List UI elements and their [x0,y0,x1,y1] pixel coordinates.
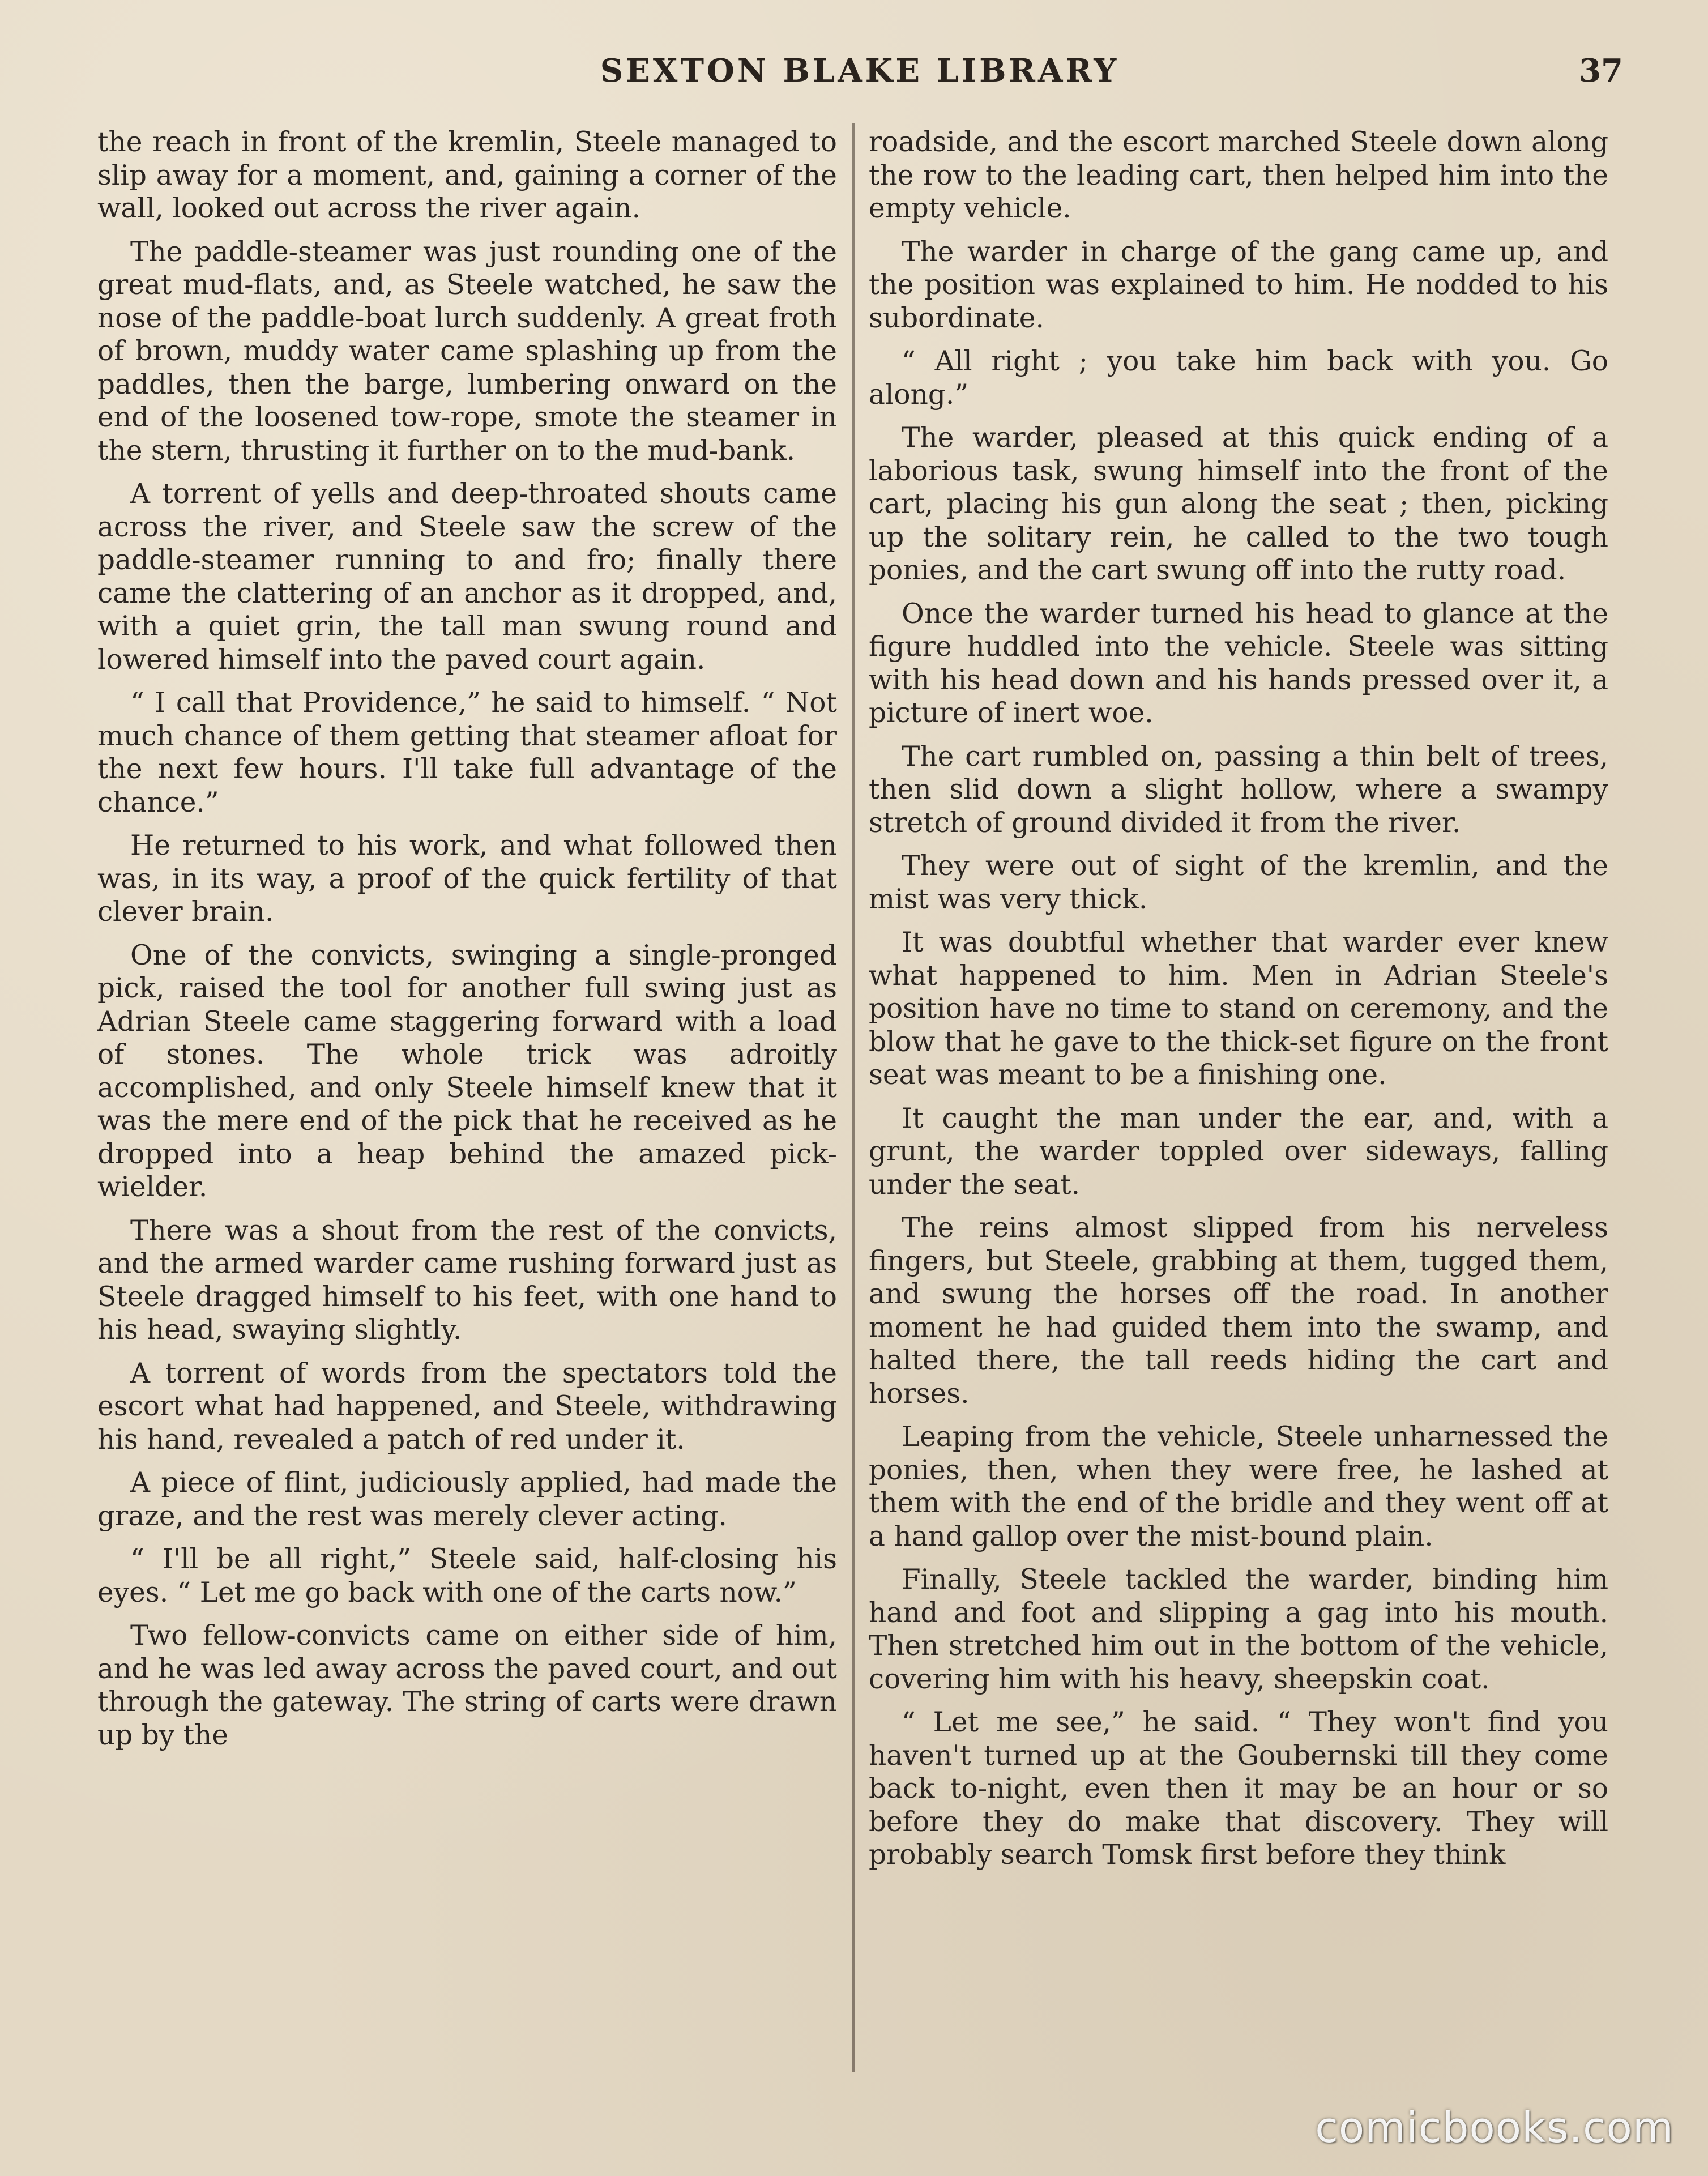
paragraph: It caught the man under the ear, and, with a grunt, the warder toppled over sideways, falling under the seat. [869,1102,1608,1201]
paragraph: They were out of sight of the kremlin, and the mist was very thick. [869,850,1608,915]
paragraph: Leaping from the vehicle, Steele unharnessed the ponies, then, when they were free, he lashed at them with the end of the bridle and they went off at a hand gallop over the mist-bound plain. [869,1421,1608,1552]
paragraph: The warder, pleased at this quick ending of a laborious task, swung himself into the front of the cart, placing his gun along the seat ; then, picking up the solitary rein, he called to the two tough ponies, and the cart swung off into the rutty road. [869,422,1608,586]
paragraph: Two fellow-convicts came on either side of him, and he was led away across the paved court, and out through the gateway. The string of carts were drawn up by the [97,1620,837,1751]
paragraph: The paddle-steamer was just rounding one of the great mud-flats, and, as Steele watched, he saw the nose of the paddle-boat lurch suddenly. A great froth of brown, muddy water came splashing up from the paddles, then the barge, lumbering onward on the end of the loosened tow-rope, smote the steamer in the stern, thrusting it further on to the mud-bank. [97,236,837,467]
paragraph: A torrent of words from the spectators told the escort what had happened, and Steele, withdrawing his hand, revealed a patch of red under it. [97,1357,837,1456]
page-number: 37 [1579,52,1623,89]
column-divider [852,123,855,2072]
paragraph: It was doubtful whether that warder ever knew what happened to him. Men in Adrian Steele's position have no time to stand on ceremony, and the blow that he gave to the thick-set figure on the front seat was meant to be a finishing one. [869,927,1608,1091]
paragraph: Finally, Steele tackled the warder, binding him hand and foot and slipping a gag into his mouth. Then stretched him out in the bottom of the vehicle, covering him with his heavy, sheepskin coat. [869,1564,1608,1695]
right-column [869,126,1608,2074]
paragraph: The warder in charge of the gang came up, and the position was explained to him. He nodded to his subordinate. [869,236,1608,334]
paragraph: “ I'll be all right,” Steele said, half-closing his eyes. “ Let me go back with one of the carts now.” [97,1543,837,1608]
paragraph: He returned to his work, and what followed then was, in its way, a proof of the quick fertility of that clever brain. [97,830,837,928]
site-watermark: comicbooks.com [1315,2104,1674,2152]
paragraph: A piece of flint, judiciously applied, had made the graze, and the rest was merely clever acting. [97,1467,837,1532]
page-header [96,52,1623,103]
paragraph: roadside, and the escort marched Steele down along the row to the leading cart, then helped him into the empty vehicle. [869,126,1608,224]
paragraph: “ All right ; you take him back with you. Go along.” [869,345,1608,411]
paragraph: Once the warder turned his head to glance at the figure huddled into the vehicle. Steele was sitting with his head down and his hands pressed over it, a picture of inert woe. [869,598,1608,729]
paragraph: “ Let me see,” he said. “ They won't find you haven't turned up at the Goubernski till they come back to-night, even then it may be an hour or so before they do make that discovery. They will probably search Tomsk first before they think [869,1706,1608,1871]
running-title: SEXTON BLAKE LIBRARY [600,52,1120,89]
paragraph: There was a shout from the rest of the convicts, and the armed warder came rushing forward just as Steele dragged himself to his feet, with one hand to his head, swaying slightly. [97,1214,837,1346]
paragraph: The cart rumbled on, passing a thin belt of trees, then slid down a slight hollow, where a swampy stretch of ground divided it from the river. [869,740,1608,839]
paragraph: A torrent of yells and deep-throated shouts came across the river, and Steele saw the screw of the paddle-steamer running to and fro; finally there came the clattering of an anchor as it dropped, and, with a quiet grin, the tall man swung round and lowered himself into the paved court again. [97,478,837,676]
paragraph: the reach in front of the kremlin, Steele managed to slip away for a moment, and, gaining a corner of the wall, looked out across the river again. [97,126,837,224]
paragraph: One of the convicts, swinging a single-pronged pick, raised the tool for another full swing just as Adrian Steele came staggering forward with a load of stones. The whole trick was adroitly accomplished, and only Steele himself knew that it was the mere end of the pick that he received as he dropped into a heap behind the amazed pick-wielder. [97,939,837,1203]
paragraph: “ I call that Providence,” he said to himself. “ Not much chance of them getting that steamer afloat for the next few hours. I'll take full advantage of the chance.” [97,687,837,818]
left-column [97,126,837,2074]
paragraph: The reins almost slipped from his nerveless fingers, but Steele, grabbing at them, tugged them, and swung the horses off the road. In another moment he had guided them into the swamp, and halted there, the tall reeds hiding the cart and horses. [869,1212,1608,1410]
